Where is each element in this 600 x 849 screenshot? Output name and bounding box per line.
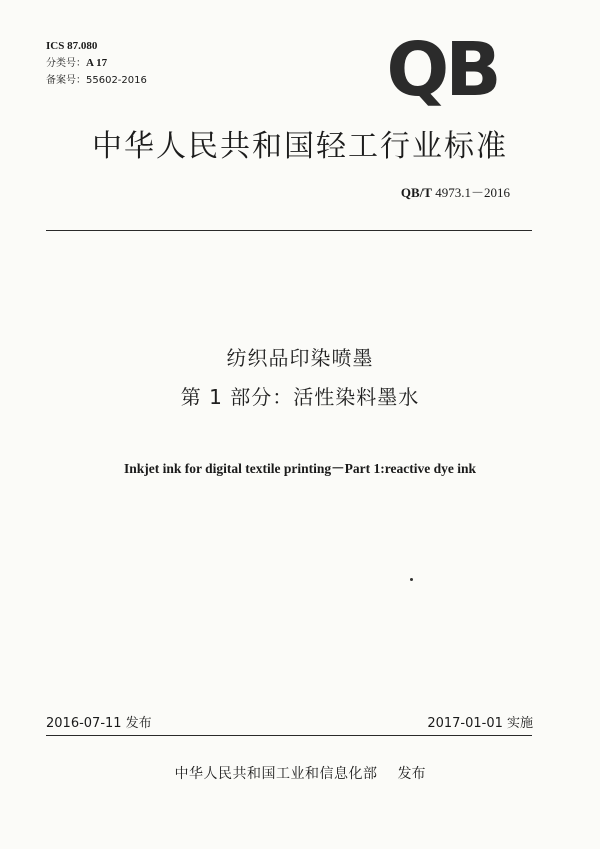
publisher-verb: 发布	[397, 766, 426, 782]
category-value: A 17	[86, 57, 108, 69]
standard-number-value: 4973.1－2016	[431, 185, 510, 200]
ics-code: ICS 87.080	[46, 40, 98, 52]
issue-date: 2016-07-11 发布	[46, 716, 152, 731]
speck-mark	[410, 578, 413, 581]
qb-logo: QB	[386, 27, 498, 113]
header-divider	[46, 230, 532, 231]
standard-category-title: 中华人民共和国轻工行业标准	[92, 129, 508, 164]
document-title-line2: 第 1 部分：活性染料墨水	[180, 385, 420, 409]
footer-divider	[46, 735, 532, 736]
document-title-line1: 纺织品印染喷墨	[226, 346, 374, 370]
standard-number	[401, 182, 510, 201]
filing-number: 备案号：55602-2016	[46, 75, 147, 86]
document-title-english: Inkjet ink for digital textile printing－Part 1:reactive dye ink	[124, 461, 476, 476]
category-label: 分类号：	[46, 58, 86, 69]
standard-number-prefix: QB/T	[400, 185, 432, 200]
publisher	[0, 763, 600, 783]
category-number	[46, 55, 147, 72]
publisher-org: 中华人民共和国工业和信息化部	[174, 766, 378, 782]
document-metadata	[46, 38, 147, 89]
effective-date: 2017-01-01 实施	[427, 716, 533, 731]
